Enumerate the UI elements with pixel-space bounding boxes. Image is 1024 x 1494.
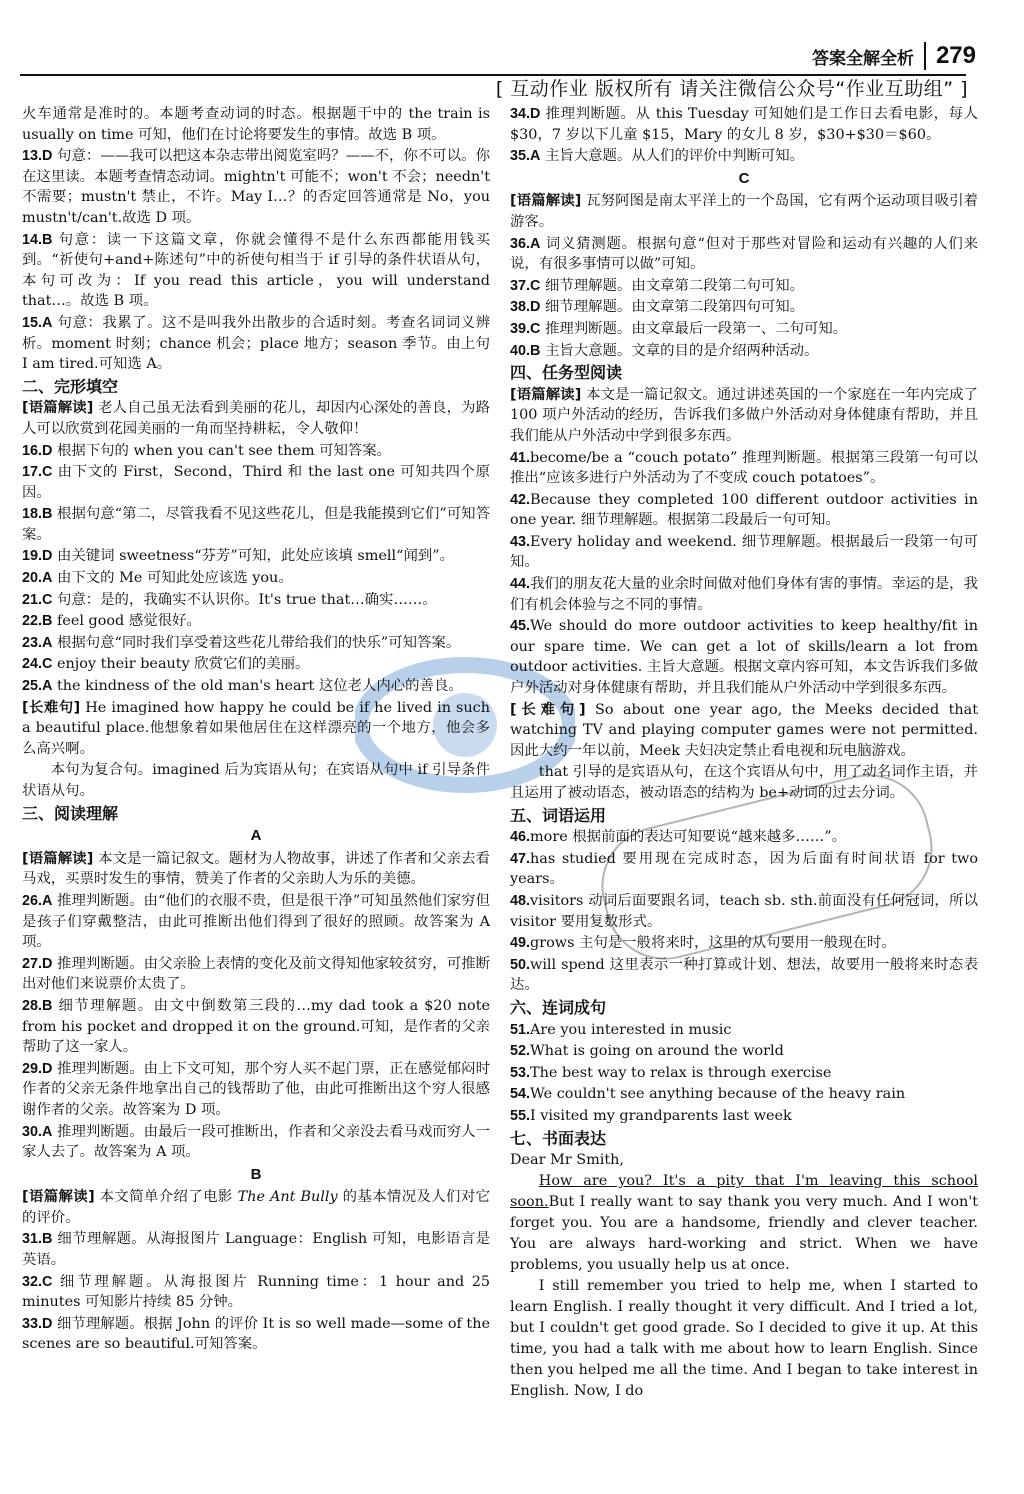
answer-51: 51.Are you interested in music bbox=[510, 1021, 732, 1038]
section-task-reading-title: 四、任务型阅读 bbox=[510, 363, 623, 383]
header-label: 答案全解全析 bbox=[811, 48, 914, 69]
answer-15: 15.A 句意：我累了。这不是叫我外出散步的合适时刻。考查名词词义辨析。moment 时刻；chance 机会；place 地方；season 季节。由上句 I am tired.可知选 A。 bbox=[22, 314, 490, 373]
task-reading-summary: [语篇解读] 本文是一篇记叙文。通过讲述英国的一个家庭在一年内完成了 100 项户外活动的经历，告诉我们多做户外活动对身体健康有帮助，并且我们能从户外活动中学到很多东西。 bbox=[510, 386, 979, 444]
answer-44: 44.我们的朋友花大量的业余时间做对他们身体有害的事情。幸运的是，我们有机会体验与之不同的事情。 bbox=[510, 576, 978, 613]
answer-49: 49.grows 主句是一般将来时，这里的从句要用一般现在时。 bbox=[510, 935, 896, 952]
answer-53: 53.The best way to relax is through exercise bbox=[510, 1064, 832, 1081]
sample-essay bbox=[510, 1150, 978, 1402]
right-column bbox=[510, 104, 978, 1402]
answer-45: 45.We should do more outdoor activities to keep healthy/fit in our spare time. We can get a lot of skills/learn a lot from outdoor activities. 主旨大意题。根据文章内容可知，本文告诉我们多做户外活动对身体健康有帮助，并且我们能从户外活动中学到很多东西。 bbox=[510, 618, 978, 697]
answer-50: 50.will spend 这里表示一种打算或计划、想法，故要用一般将来时态表达。 bbox=[510, 956, 978, 994]
answer-19: 19.D 由关键词 sweetness“芬芳”可知，此处应该填 smell“闻到”。 bbox=[22, 548, 455, 565]
answer-18: 18.B 根据句意“第二，尽管我看不见这些花儿，但是我能摸到它们”可知答案。 bbox=[22, 506, 490, 543]
long-sentence-analysis: 本句为复合句。imagined 后为宾语从句；在宾语从句中 if 引导条件状语从句。 bbox=[22, 762, 490, 799]
answer-20: 20.A 由下文的 Me 可知此处应该选 you。 bbox=[22, 570, 293, 587]
continued-answer: 火车通常是准时的。本题考查动词的时态。根据题干中的 the train is usually on time 可知，他们在讨论将要发生的事情。故选 B 项。 bbox=[22, 106, 490, 143]
section-sentence-building-title: 六、连词成句 bbox=[510, 997, 607, 1017]
answer-43: 43.Every holiday and weekend. 细节理解题。根据最后一段第一句可知。 bbox=[510, 533, 978, 571]
answer-32: 32.C 细节理解题。从海报图片 Running time：1 hour and 25 minutes 可知影片持续 85 分钟。 bbox=[22, 1273, 491, 1311]
answer-16: 16.D 根据下句的 when you can't see them 可知答案。 bbox=[22, 442, 392, 459]
part-b-label: B bbox=[250, 1165, 262, 1183]
answer-27: 27.D 推理判断题。由父亲脸上表情的变化及前文得知他家较贫穷，可推断出对他们来说票价太贵了。 bbox=[22, 955, 490, 993]
answer-13: 13.D 句意：——我可以把这本杂志带出阅览室吗？——不，你不可以。你在这里读。本题考查情态动词。mightn't 可能不；won't 不会；needn't 不需要；mustn't 禁止，不许。May I…？的否定回答通常是 No，you mustn't/can't.故选 D 项。 bbox=[22, 148, 490, 226]
part-a-summary: [语篇解读] 本文是一篇记叙文。题材为人物故事，讲述了作者和父亲去看马戏，买票时发生的事情，赞美了作者的父亲助人为乐的美德。 bbox=[22, 850, 491, 888]
answer-28: 28.B 细节理解题。由文中倒数第三段的…my dad took a $20 note from his pocket and dropped it on the ground.可知，是作者的父亲帮助了这一家人。 bbox=[22, 997, 491, 1056]
answer-22: 22.B feel good 感觉很好。 bbox=[22, 613, 201, 630]
answer-48: 48.visitors 动词后面要跟名词，teach sb. sth.前面没有任何冠词，所以 visitor 要用复数形式。 bbox=[510, 892, 978, 930]
section-cloze-title: 二、完形填空 bbox=[22, 376, 119, 396]
essay-underlined-sentence: How are you? It's a pity that I'm leaving this school soon. bbox=[510, 1173, 978, 1211]
section-writing-title: 七、书面表达 bbox=[510, 1128, 607, 1148]
left-column bbox=[22, 104, 490, 1356]
answer-35: 35.A 主旨大意题。从人们的评价中判断可知。 bbox=[510, 148, 805, 165]
answer-14: 14.B 句意：读一下这篇文章，你就会懂得不是什么东西都能用钱买到。“祈使句+and+陈述句”中的祈使句相当于 if 引导的条件状语从句，本句可改为：If you read this article，you will understand that…。故选 B 项。 bbox=[22, 231, 490, 310]
answer-42: 42.Because they completed 100 different outdoor activities in one year. 细节理解题。根据第二段最后一句可知。 bbox=[510, 491, 978, 529]
answer-41: 41.become/be a “couch potato” 推理判断题。根据第三段第一句可以推出“应该多进行户外活动为了不变成 couch potatoes”。 bbox=[510, 449, 978, 487]
part-b-summary: [语篇解读] 本文简单介绍了电影 The Ant Bully 的基本情况及人们对它的评价。 bbox=[22, 1189, 490, 1226]
answer-46: 46.more 根据前面的表达可知要说“越来越多……”。 bbox=[510, 829, 847, 846]
answer-36: 36.A 词义猜测题。根据句意“但对于那些对冒险和运动有兴趣的人们来说，有很多事情可以做”可知。 bbox=[510, 235, 978, 273]
answer-24: 24.C enjoy their beauty 欣赏它们的美丽。 bbox=[22, 656, 310, 673]
answer-52: 52.What is going on around the world bbox=[510, 1043, 784, 1060]
cloze-summary: [语篇解读] 老人自己虽无法看到美丽的花儿，却因内心深处的善良，为路人可以欣赏到花园美丽的一角而坚持耕耘，令人敬仰！ bbox=[22, 400, 491, 437]
part-a-label: A bbox=[250, 827, 262, 845]
long-sentence: [长难句] He imagined how happy he could be if he lived in such a beautiful place.他想象着如果他居住在这样漂亮的一个地方，他会多么高兴啊。 bbox=[22, 699, 491, 757]
answer-34: 34.D 推理判断题。从 this Tuesday 可知她们是工作日去看电影，每人 $30，7 岁以下儿童 $15，Mary 的女儿 8 岁，$30+$30＝$60。 bbox=[510, 106, 979, 143]
answer-55: 55.I visited my grandparents last week bbox=[510, 1107, 792, 1124]
copyright-notice: [ 互动作业 版权所有 请关注微信公众号“作业互助组” ] bbox=[495, 78, 968, 100]
answer-31: 31.B 细节理解题。从海报图片 Language：English 可知，电影语言是英语。 bbox=[22, 1231, 490, 1269]
answer-21: 21.C 句意：是的，我确实不认识你。It's true that…确实……。 bbox=[22, 591, 437, 608]
answer-17: 17.C 由下文的 First，Second，Third 和 the last one 可知共四个原因。 bbox=[22, 464, 490, 501]
header-separator bbox=[924, 42, 926, 70]
essay-paragraph-1: How are you? It's a pity that I'm leaving this school soon.But I really want to say thank you very much. And I won't forget you. You are a handsome, friendly and clever teacher. You are always hard-working and strict. When we have problems, you usually help us at once. bbox=[510, 1173, 978, 1274]
essay-paragraph-2: I still remember you tried to help me, when I started to learn English. I really thought it very difficult. And I tried a lot, but I couldn't get good grade. So I decided to give it up. At this time, you had a talk with me about how to learn English. Since then you helped me all the time. And I began to take interest in English. Now, I do bbox=[510, 1278, 978, 1400]
long-sentence-right-analysis: that 引导的是宾语从句，在这个宾语从句中，用了动名词作主语，并且运用了被动语态，被动语态的结构为 be+动词的过去分词。 bbox=[510, 764, 978, 801]
section-reading-title: 三、阅读理解 bbox=[22, 803, 119, 823]
answer-23: 23.A 根据句意“同时我们享受着这些花儿带给我们的快乐”可知答案。 bbox=[22, 634, 461, 651]
page-header bbox=[812, 42, 976, 70]
section-word-use-title: 五、词语运用 bbox=[510, 805, 607, 825]
long-sentence-right: [长难句] So about one year ago, the Meeks decided that watching TV and playing computer games were not permitted.因此大约一年以前，Meek 夫妇决定禁止看电视和玩电脑游戏。 bbox=[510, 701, 978, 759]
movie-title: The Ant Bully bbox=[237, 1189, 338, 1206]
answer-33: 33.D 细节理解题。根据 John 的评价 It is so well made—some of the scenes are so beautiful.可知答案。 bbox=[22, 1315, 491, 1353]
page-number: 279 bbox=[935, 42, 976, 69]
answer-54: 54.We couldn't see anything because of the heavy rain bbox=[510, 1086, 906, 1103]
answer-39: 39.C 推理判断题。由文章最后一段第一、二句可知。 bbox=[510, 320, 848, 337]
answer-26: 26.A 推理判断题。由“他们的衣服不贵，但是很干净”可知虽然他们家穷但是孩子们穿戴整洁，由此可推断出他们得到了很好的照顾。故答案为 A 项。 bbox=[22, 892, 490, 951]
part-c-summary: [语篇解读] 瓦努阿图是南太平洋上的一个岛国，它有两个运动项目吸引着游客。 bbox=[510, 193, 979, 230]
answer-30: 30.A 推理判断题。由最后一段可推断出，作者和父亲没去看马戏而穷人一家人去了。故答案为 A 项。 bbox=[22, 1123, 490, 1161]
answer-29: 29.D 推理判断题。由上下文可知，那个穷人买不起门票，正在感觉郁闷时作者的父亲无条件地拿出自己的钱帮助了他，由此可推断出这个穷人很感谢作者的父亲。故答案为 D 项。 bbox=[22, 1060, 490, 1118]
answer-40: 40.B 主旨大意题。文章的目的是介绍两种活动。 bbox=[510, 342, 819, 359]
part-c-label: C bbox=[738, 169, 750, 187]
answer-25: 25.A the kindness of the old man's heart 这位老人内心的善良。 bbox=[22, 678, 463, 695]
essay-salutation: Dear Mr Smith, bbox=[510, 1152, 625, 1169]
answer-47: 47.has studied 要用现在完成时态，因为后面有时间状语 for two years。 bbox=[510, 850, 978, 888]
answer-38: 38.D 细节理解题。由文章第二段第四句可知。 bbox=[510, 299, 805, 316]
answer-37: 37.C 细节理解题。由文章第二段第二句可知。 bbox=[510, 277, 805, 294]
